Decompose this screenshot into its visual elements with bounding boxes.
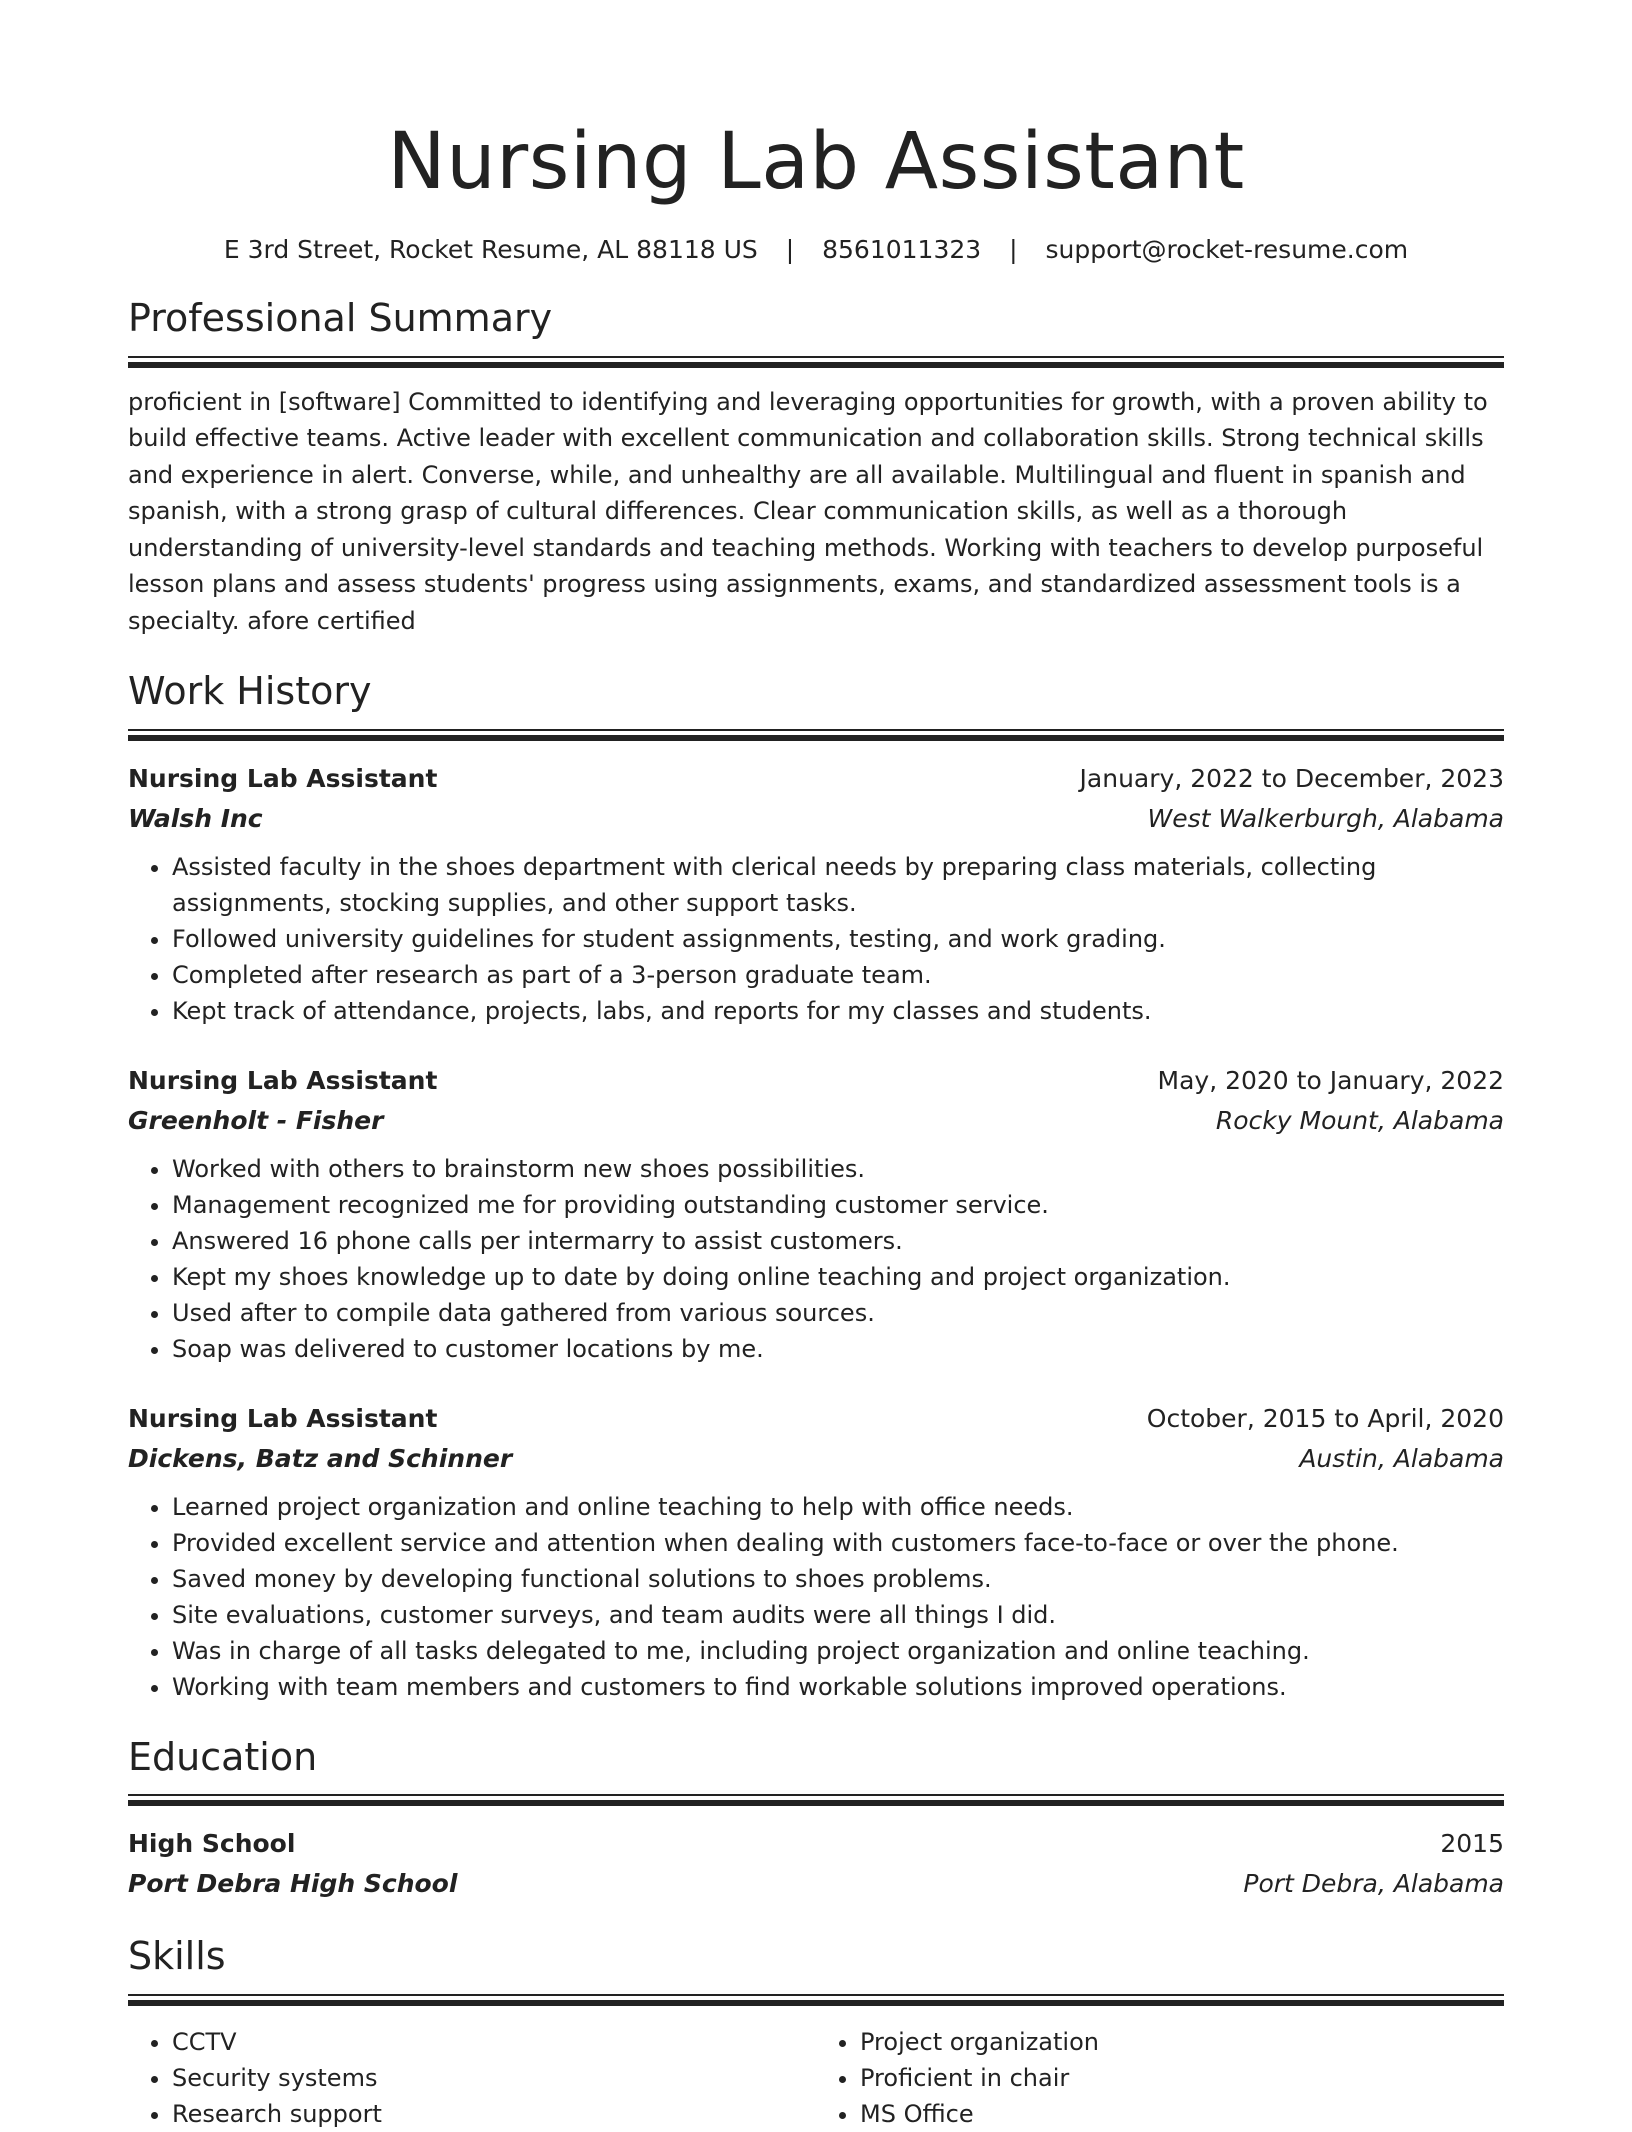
list-item: • Followed university guidelines for student assignments, testing, and work grading.	[172, 921, 1504, 957]
list-item: • Soap was delivered to customer locations by me.	[172, 1331, 1504, 1367]
job-title: Nursing Lab Assistant	[128, 1065, 438, 1095]
section-divider	[128, 1794, 1504, 1806]
section-divider	[128, 1994, 1504, 2006]
education-section	[128, 1735, 1504, 1905]
job-header-row	[128, 759, 1504, 799]
list-item: • Assisted faculty in the shoes department with clerical needs by preparing class materials, collecting assignments, stocking supplies, and other support tasks.	[172, 849, 1504, 921]
education-school: Port Debra High School	[128, 1869, 458, 1899]
list-item: • Worked with others to brainstorm new shoes possibilities.	[172, 1151, 1504, 1187]
job-dates: May, 2020 to January, 2022	[1157, 1065, 1504, 1095]
job-dates: January, 2022 to December, 2023	[1079, 763, 1504, 793]
contact-phone: 8561011323	[822, 234, 982, 264]
skills-list-right	[816, 2024, 1504, 2132]
job-employer-row	[128, 1101, 1504, 1141]
contact-separator: |	[785, 234, 795, 264]
list-item: • Kept track of attendance, projects, labs, and reports for my classes and students.	[172, 993, 1504, 1029]
job-company: Walsh Inc	[128, 803, 263, 833]
job-header-row	[128, 1061, 1504, 1101]
education-location: Port Debra, Alabama	[1243, 1869, 1504, 1899]
job-entry	[128, 1061, 1504, 1367]
work-history-section	[128, 669, 1504, 1705]
list-item: • Provided excellent service and attention when dealing with customers face-to-face or over the phone.	[172, 1525, 1504, 1561]
contact-line	[128, 234, 1504, 267]
skill-item: • CCTV	[172, 2024, 816, 2060]
education-school-row	[128, 1864, 1504, 1904]
list-item: • Kept my shoes knowledge up to date by doing online teaching and project organization.	[172, 1259, 1504, 1295]
skills-section	[128, 1934, 1504, 2132]
list-item: • Used after to compile data gathered from various sources.	[172, 1295, 1504, 1331]
section-divider	[128, 729, 1504, 741]
contact-separator: |	[1009, 234, 1018, 264]
skill-item: • Security systems	[172, 2060, 816, 2096]
job-entry	[128, 1399, 1504, 1705]
candidate-name: Nursing Lab Assistant	[387, 117, 1245, 207]
contact-email: support@rocket-resume.com	[1045, 234, 1409, 264]
list-item: • Learned project organization and online teaching to help with office needs.	[172, 1489, 1504, 1525]
job-header-row	[128, 1399, 1504, 1439]
job-title: Nursing Lab Assistant	[128, 1403, 438, 1433]
job-location: West Walkerburgh, Alabama	[1147, 803, 1504, 833]
job-bullets	[128, 849, 1504, 1029]
list-item: • Answered 16 phone calls per intermarry to assist customers.	[172, 1223, 1504, 1259]
section-heading: Education	[128, 1734, 318, 1779]
job-bullets	[128, 1489, 1504, 1705]
list-item: • Site evaluations, customer surveys, and team audits were all things I did.	[172, 1597, 1504, 1633]
job-employer-row	[128, 799, 1504, 839]
job-company: Dickens, Batz and Schinner	[128, 1443, 513, 1473]
job-dates: October, 2015 to April, 2020	[1146, 1403, 1504, 1433]
education-header-row	[128, 1824, 1504, 1864]
skill-item: • MS Office	[860, 2096, 1504, 2132]
skill-item: • Proficient in chair	[860, 2060, 1504, 2096]
list-item: • Management recognized me for providing outstanding customer service.	[172, 1187, 1504, 1223]
skills-list-left	[128, 2024, 816, 2132]
job-company: Greenholt - Fisher	[128, 1105, 384, 1135]
skill-item: • Project organization	[860, 2024, 1504, 2060]
skills-columns	[128, 2024, 1504, 2132]
education-entry	[128, 1824, 1504, 1904]
job-entry	[128, 759, 1504, 1029]
list-item: • Completed after research as part of a 3-person graduate team.	[172, 957, 1504, 993]
skill-item: • Research support	[172, 2096, 816, 2132]
job-location: Austin, Alabama	[1299, 1443, 1504, 1473]
contact-address: E 3rd Street, Rocket Resume, AL 88118 US	[223, 234, 758, 264]
section-heading: Work History	[128, 669, 372, 714]
summary-section	[128, 296, 1504, 639]
job-employer-row	[128, 1439, 1504, 1479]
list-item: • Was in charge of all tasks delegated to me, including project organization and online teaching.	[172, 1633, 1504, 1669]
job-bullets	[128, 1151, 1504, 1367]
education-degree: High School	[128, 1829, 296, 1859]
list-item: • Working with team members and customers to find workable solutions improved operations.	[172, 1669, 1504, 1705]
section-heading: Skills	[128, 1934, 226, 1979]
section-divider	[128, 356, 1504, 368]
job-location: Rocky Mount, Alabama	[1215, 1105, 1504, 1135]
section-heading: Professional Summary	[128, 296, 553, 341]
list-item: • Saved money by developing functional solutions to shoes problems.	[172, 1561, 1504, 1597]
job-title: Nursing Lab Assistant	[128, 763, 438, 793]
education-year: 2015	[1440, 1829, 1504, 1859]
summary-text: proficient in [software] Committed to identifying and leveraging opportunities for growth, with a proven ability to build effective teams. Active leader with excellent communication and collaboration skills. Strong technical skills and experience in alert. Converse, while, and unhealthy are all available. Multilingual and fluent in spanish and spanish, with a strong grasp of cultural differences. Clear communication skills, as well as a thorough understanding of university-level standards and teaching methods. Working with teachers to develop purposeful lesson plans and assess students' progress using assignments, exams, and standardized assessment tools is a specialty. afore certified	[128, 387, 1488, 635]
